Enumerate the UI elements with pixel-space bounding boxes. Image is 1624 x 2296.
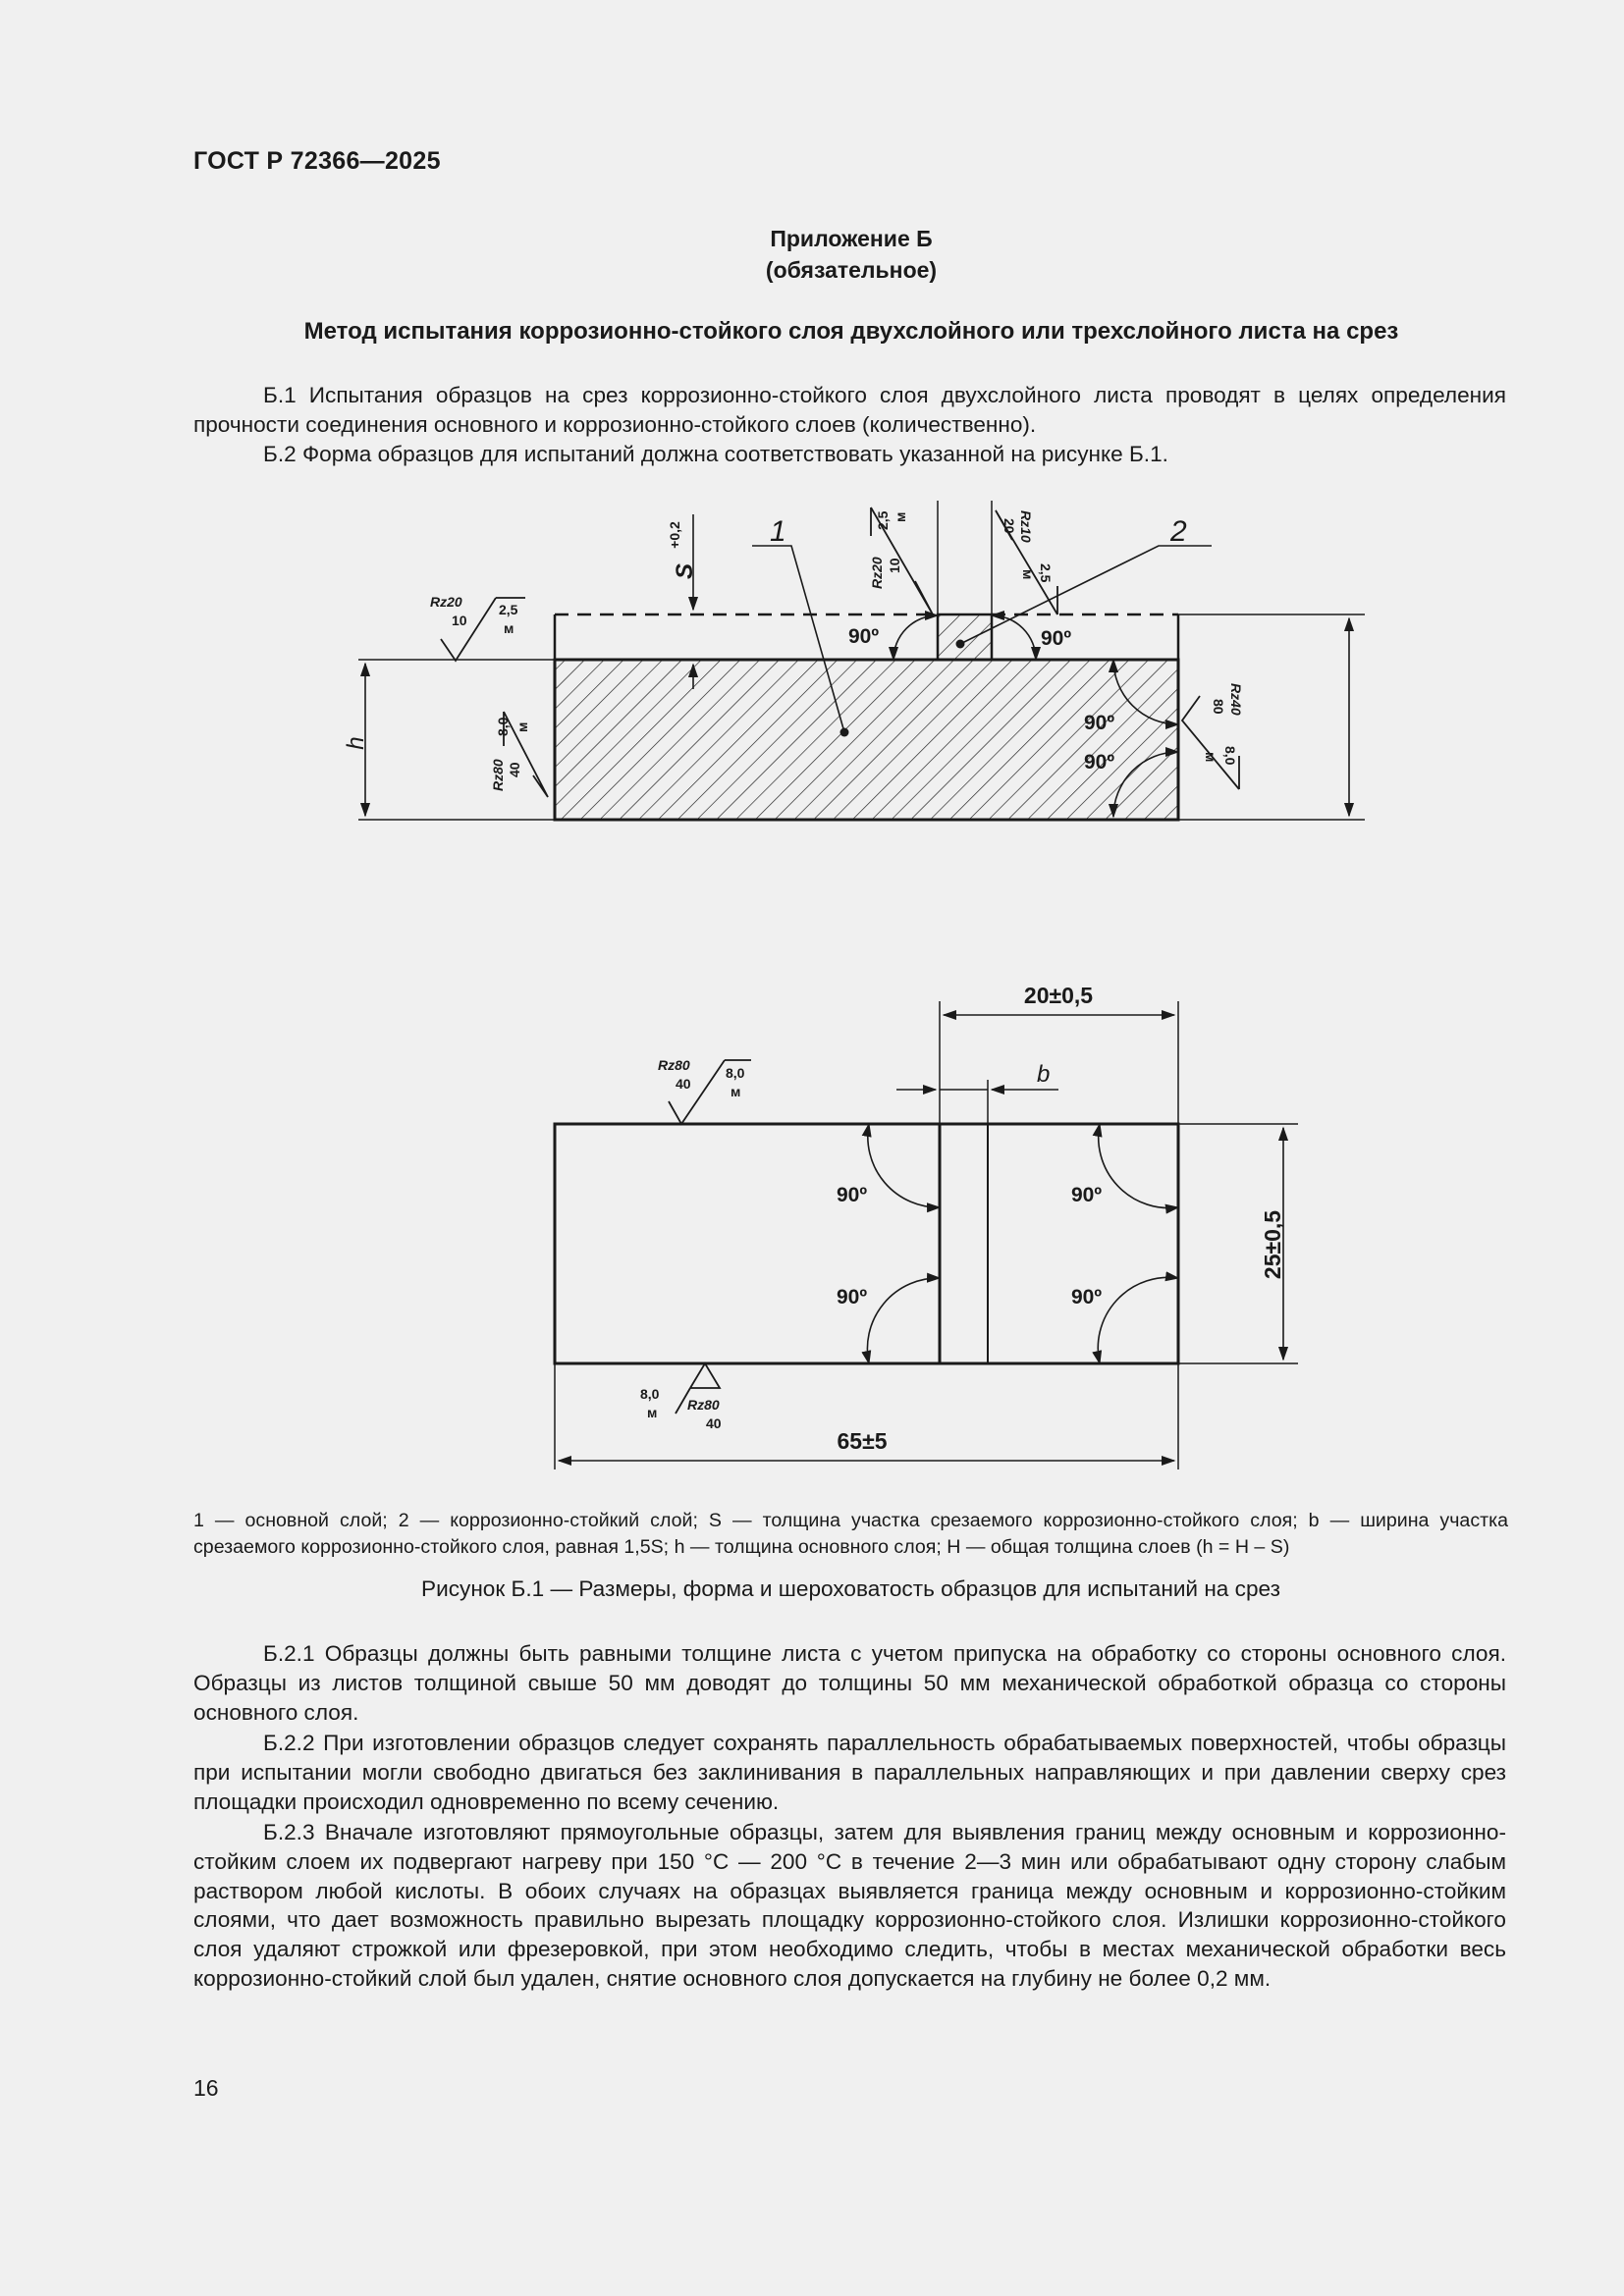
plan-view-texts	[640, 983, 1285, 1454]
label-b: b	[1037, 1061, 1051, 1088]
annex-title: Приложение Б	[770, 226, 933, 251]
label-width-20: 20±0,5	[1023, 983, 1094, 1008]
angle-side-top: 90º	[1084, 712, 1115, 734]
roughness-pad-right-value: 2,5	[1038, 563, 1054, 583]
plan-roughness-top-rz: Rz80	[658, 1057, 690, 1073]
roughness-pad-right-base: 20	[1001, 518, 1017, 534]
roughness-left-base: 40	[507, 762, 522, 777]
paragraph-b21	[193, 1639, 1506, 1727]
roughness-right-base: 80	[1211, 699, 1226, 715]
figure-caption: Рисунок Б.1 — Размеры, форма и шероховатость образцов для испытаний на срез	[421, 1576, 1280, 1601]
plan-angle-arc-2	[867, 1278, 940, 1363]
label-h-small: h	[343, 736, 369, 750]
label-length-65: 65±5	[837, 1428, 888, 1454]
roughness-pad-left-value: 2,5	[875, 510, 891, 530]
method-title: Метод испытания коррозионно-стойкого слоя двухслойного или трехслойного листа на срез	[303, 318, 1399, 345]
leader-item-1-dot	[840, 728, 849, 737]
paragraph-b2-text: Б.2 Форма образцов для испытаний должна соответствовать указанной на рисунке Б.1.	[263, 442, 1168, 466]
roughness-left-value: 8,0	[495, 717, 511, 736]
plan-angle-2: 90º	[837, 1286, 868, 1308]
plan-roughness-top-base: 40	[676, 1076, 691, 1092]
paragraph-b22-text: Б.2.2 При изготовлении образцов следует сохранять параллельность обрабатываемых поверхностей, чтобы образцы при испытании могли свободно двигаться без заклинивания в параллельных направляющих и при давлении сверху срез площадки происходил одновременно по всему сечению.	[193, 1731, 1506, 1814]
plan-angle-1: 90º	[837, 1184, 868, 1206]
roughness-right-value: 8,0	[1222, 746, 1238, 766]
roughness-top-left-rz: Rz20	[430, 594, 462, 610]
roughness-pad-left-base: 10	[887, 558, 902, 573]
angle-pad-left: 90º	[848, 625, 880, 648]
plan-roughness-bottom-m: м	[647, 1405, 658, 1420]
leader-item-2-dot	[956, 640, 965, 649]
plan-roughness-top-value: 8,0	[726, 1065, 745, 1081]
angle-arc-pad-right	[992, 615, 1036, 660]
plan-angle-arc-3	[1099, 1124, 1178, 1208]
plan-angle-arc-1	[868, 1124, 940, 1207]
roughness-pad-left-rz: Rz20	[869, 557, 885, 589]
paragraph-b21-text: Б.2.1 Образцы должны быть равными толщине листа с учетом припуска на обработку со стороны основного слоя. Образцы из листов толщиной свыше 50 мм доводят до толщины 50 мм механической обработкой образца со стороны основного слоя.	[193, 1641, 1506, 1725]
roughness-top-left-value: 2,5	[499, 602, 518, 617]
plan-roughness-bottom-base: 40	[706, 1415, 722, 1431]
plan-roughness-top-m: м	[731, 1084, 741, 1099]
roughness-right-m: м	[1203, 752, 1218, 763]
label-height-25: 25±0,5	[1260, 1209, 1285, 1280]
label-S-tolerance: +0,2	[667, 521, 682, 549]
roughness-right-rz: Rz40	[1228, 683, 1244, 716]
paragraph-b23-text: Б.2.3 Вначале изготовляют прямоугольные образцы, затем для выявления границ между основным и коррозионно-стойким слоем их подвергают нагреву при 150 °С — 200 °С в течение 2—3 мин или обрабатывают одну сторону слабым раствором любой кислоты. В обоих случаях на образцах выявляется граница между основным и коррозионно-стойким слоями, что дает возможность правильно вырезать площадку коррозионно-стойкого слоя. Излишки коррозионно-стойкого слоя удаляют строжкой или фрезеровкой, при этом необходимо следить, чтобы в местах механической обработки весь коррозионно-стойкий слой был удален, снятие основного слоя допускается на глубину не более 0,2 мм.	[193, 1820, 1506, 1991]
plan-angle-4: 90º	[1071, 1286, 1103, 1308]
plan-roughness-bottom	[690, 1363, 720, 1388]
label-S: S	[672, 562, 698, 580]
roughness-top-left-base: 10	[452, 613, 467, 628]
paragraph-b1-text: Б.1 Испытания образцов на срез коррозионно-стойкого слоя двухслойного листа проводят в целях определения прочности соединения основного и коррозионно-стойкого слоев (количественно).	[193, 383, 1506, 437]
cladding-pad	[938, 614, 992, 660]
label-item-2: 2	[1170, 515, 1187, 548]
leader-item-2	[960, 546, 1212, 644]
angle-pad-right: 90º	[1041, 627, 1072, 650]
roughness-pad-right-rz: Rz10	[1018, 510, 1034, 543]
angle-arc-pad-left	[893, 615, 938, 660]
annex-status: (обязательное)	[765, 257, 938, 283]
specimen-outline	[555, 1124, 1178, 1363]
roughness-left-m: м	[514, 721, 530, 732]
plan-angle-3: 90º	[1071, 1184, 1103, 1206]
angle-side-bottom: 90º	[1084, 751, 1115, 774]
roughness-left-rz: Rz80	[490, 759, 506, 791]
paragraph-b22	[193, 1729, 1506, 1816]
roughness-top-left-m: м	[504, 620, 514, 636]
document-code: ГОСТ Р 72366—2025	[193, 147, 441, 175]
figure-legend: 1 — основной слой; 2 — коррозионно-стойкий слой; S — толщина участка срезаемого коррозионно-стойкого слоя; b — ширина участка срезаемого коррозионно-стойкого слоя, равная 1,5S; h — толщина основного слоя; H — общая толщина слоев (h = H – S)	[193, 1510, 1508, 1558]
roughness-pad-left-m: м	[893, 511, 908, 522]
page-number: 16	[193, 2075, 219, 2101]
plan-angle-arc-4	[1098, 1277, 1178, 1363]
roughness-pad-right-m: м	[1020, 569, 1036, 580]
base-layer	[555, 660, 1178, 820]
paragraph-b23	[193, 1818, 1506, 1994]
plan-roughness-bottom-rz: Rz80	[687, 1397, 720, 1413]
plan-roughness-bottom-value: 8,0	[640, 1386, 660, 1402]
label-item-1: 1	[770, 515, 786, 548]
